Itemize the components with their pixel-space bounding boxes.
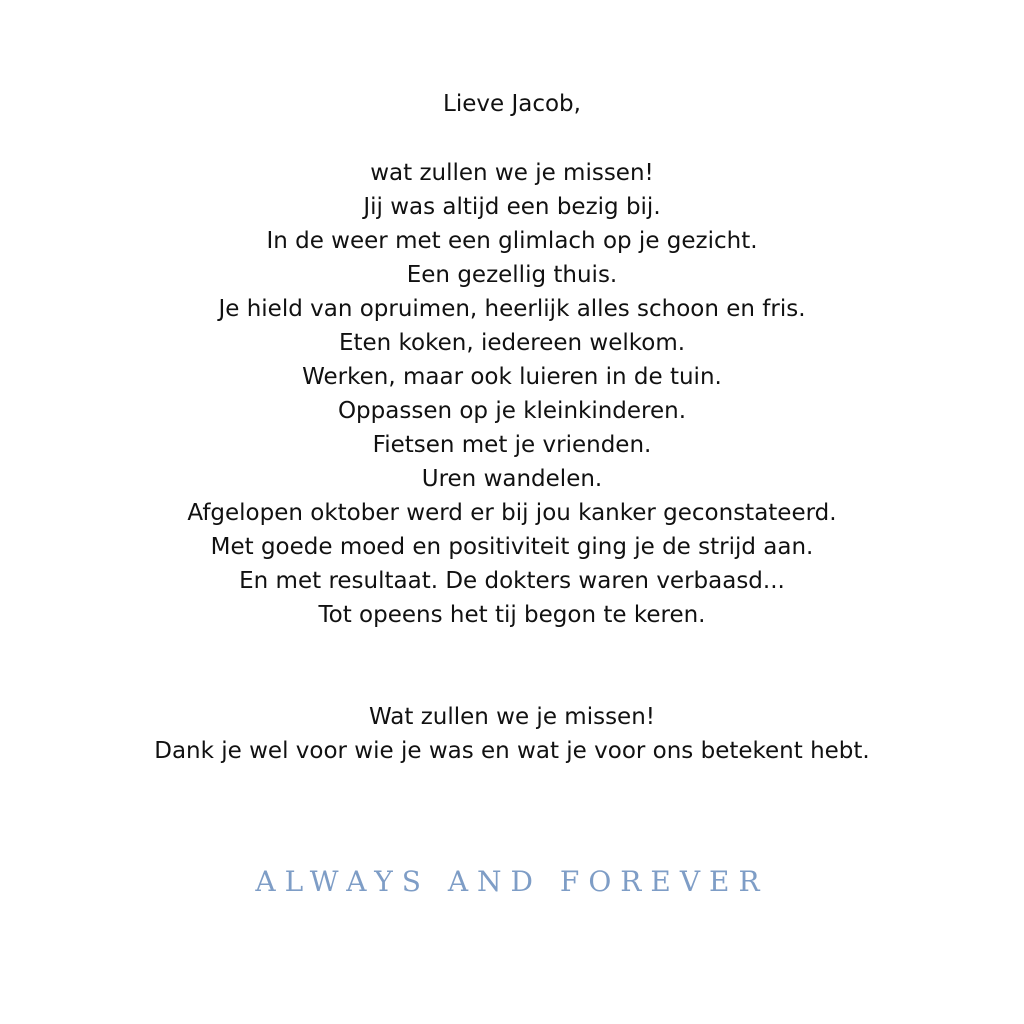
greeting bbox=[0, 87, 1024, 121]
poem-line: Je hield van opruimen, heerlijk alles schoon en fris. bbox=[218, 296, 806, 322]
poem-line: En met resultaat. De dokters waren verbaasd... bbox=[239, 568, 785, 594]
poem-line: In de weer met een glimlach op je gezicht. bbox=[266, 228, 758, 254]
poem-line: Afgelopen oktober werd er bij jou kanker geconstateerd. bbox=[187, 500, 837, 526]
poem-line: Met goede moed en positiviteit ging je de strijd aan. bbox=[210, 534, 814, 560]
poem-line: Tot opeens het tij begon te keren. bbox=[318, 602, 706, 628]
poem-line: wat zullen we je missen! bbox=[370, 160, 654, 186]
poem bbox=[0, 156, 1024, 632]
closing-line: Dank je wel voor wie je was en wat je voor ons betekent hebt. bbox=[154, 738, 870, 764]
poem-line: Uren wandelen. bbox=[421, 466, 603, 492]
closing-line: Wat zullen we je missen! bbox=[369, 704, 655, 730]
poem-line: Fietsen met je vrienden. bbox=[372, 432, 652, 458]
closing bbox=[0, 700, 1024, 768]
poem-line: Eten koken, iedereen welkom. bbox=[338, 330, 686, 356]
poem-line: Oppassen op je kleinkinderen. bbox=[337, 398, 687, 424]
greeting-text: Lieve Jacob, bbox=[443, 91, 581, 117]
poem-line: Werken, maar ook luieren in de tuin. bbox=[302, 364, 722, 390]
tagline: ALWAYS AND FOREVER bbox=[255, 865, 769, 898]
poem-line: Jij was altijd een bezig bij. bbox=[363, 194, 661, 220]
poem-line: Een gezellig thuis. bbox=[406, 262, 618, 288]
